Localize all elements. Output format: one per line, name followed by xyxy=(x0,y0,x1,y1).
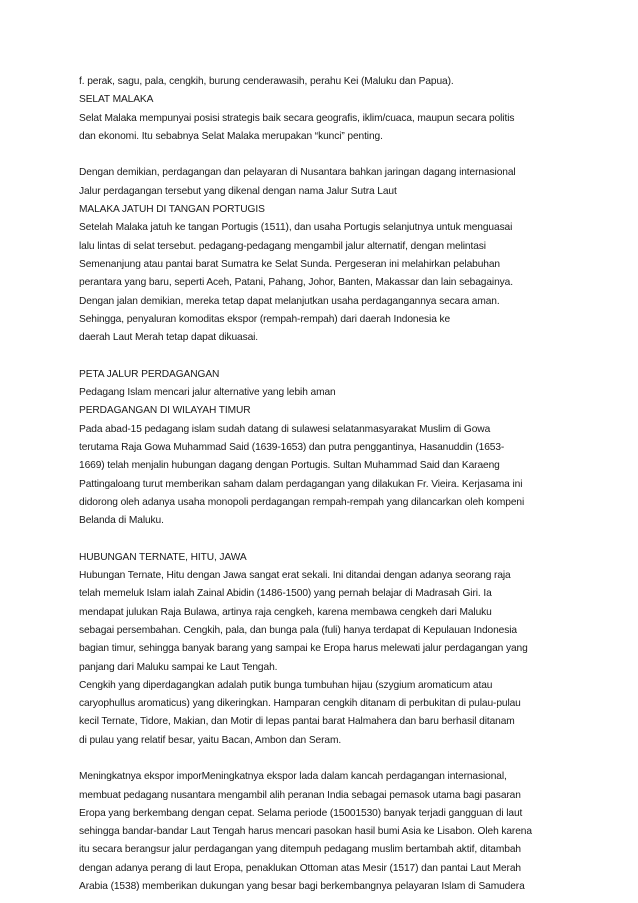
text-line: Pattingaloang turut memberikan saham dalam perdagangan yang dilakukan Fr. Vieira. Kerjasama ini xyxy=(79,478,523,490)
document-body xyxy=(79,73,579,896)
paragraph-gap xyxy=(79,347,579,365)
text-line: bagian timur, sehingga banyak barang yang sampai ke Eropa harus melewati jalur perdagangan yang xyxy=(79,643,528,655)
paragraph-gap xyxy=(79,530,579,548)
text-line: sehingga bandar-bandar Laut Tengah harus mencari pasokan hasil bumi Asia ke Lisabon. Oleh karena xyxy=(79,826,532,838)
text-line: dan ekonomi. Itu sebabnya Selat Malaka merupakan “kunci” penting. xyxy=(79,130,383,142)
text-line: terutama Raja Gowa Muhammad Said (1639-1653) dan putra penggantinya, Hasanuddin (1653- xyxy=(79,441,505,453)
text-line: Sehingga, penyaluran komoditas ekspor (rempah-rempah) dari daerah Indonesia ke xyxy=(79,313,451,325)
text-line: Arabia (1538) memberikan dukungan yang besar bagi berkembangnya pelayaran Islam di Samudera xyxy=(79,881,525,893)
section-ekspor-lada xyxy=(79,768,579,896)
text-line: Cengkih yang diperdagangkan adalah putik bunga tumbuhan hijau (szygium aromaticum atau xyxy=(79,679,493,691)
text-line: HUBUNGAN TERNATE, HITU, JAWA xyxy=(79,551,247,563)
text-line: Dengan jalan demikian, mereka tetap dapat melanjutkan usaha perdagangannya secara aman. xyxy=(79,295,500,307)
text-line: itu secara berangsur jalur perdagangan yang ditempuh pedagang muslim bertambah aktif, ditambah xyxy=(79,844,521,856)
text-line: SELAT MALAKA xyxy=(79,94,154,106)
text-line: perantara yang baru, seperti Aceh, Patani, Pahang, Johor, Banten, Makassar dan lain sebagainya. xyxy=(79,277,513,289)
text-line: Meningkatnya ekspor imporMeningkatnya ekspor lada dalam kancah perdagangan internasional, xyxy=(79,771,507,783)
text-line: daerah Laut Merah tetap dapat dikuasai. xyxy=(79,332,259,344)
text-line: caryophullus aromaticus) yang dikeringkan. Hamparan cengkih ditanam di perbukitan di pulau-pulau xyxy=(79,698,521,710)
text-line: Pedagang Islam mencari jalur alternative yang lebih aman xyxy=(79,387,336,399)
paragraph-gap xyxy=(79,146,579,164)
text-line: di pulau yang relatif besar, yaitu Bacan, Ambon dan Seram. xyxy=(79,734,342,746)
text-line: Selat Malaka mempunyai posisi strategis baik secara geografis, iklim/cuaca, maupun secara politis xyxy=(79,112,515,124)
text-line: Setelah Malaka jatuh ke tangan Portugis (1511), dan usaha Portugis selanjutnya untuk menguasai xyxy=(79,222,513,234)
text-line: Semenanjung atau pantai barat Sumatra ke Selat Sunda. Pergeseran ini melahirkan pelabuhan xyxy=(79,258,500,270)
section-selat-malaka xyxy=(79,91,579,146)
section-ternate-hitu-jawa xyxy=(79,549,579,750)
text-line: membuat pedagang nusantara mengambil alih peranan India sebagai pemasok utama bagi pasaran xyxy=(79,789,521,801)
text-line: dengan adanya perang di laut Eropa, penaklukan Ottoman atas Mesir (1517) dan pantai Laut Merah xyxy=(79,862,521,874)
section-malaka-portugis xyxy=(79,164,579,347)
text-line: f. perak, sagu, pala, cengkih, burung cenderawasih, perahu Kei (Maluku dan Papua). xyxy=(79,76,454,87)
text-line: PERDAGANGAN DI WILAYAH TIMUR xyxy=(79,405,251,417)
text-line: Hubungan Ternate, Hitu dengan Jawa sangat erat sekali. Ini ditandai dengan adanya seorang raja xyxy=(79,570,511,582)
text-line: telah memeluk Islam ialah Zainal Abidin (1486-1500) yang pernah belajar di Madrasah Giri. Ia xyxy=(79,588,492,600)
text-line: kecil Ternate, Tidore, Makian, dan Motir di lepas pantai barat Halmahera dan baru berhasil ditanam xyxy=(79,716,515,728)
text-line: panjang dari Maluku sampai ke Laut Tengah. xyxy=(79,661,278,673)
text-line: Eropa yang berkembang dengan cepat. Selama periode (15001530) banyak terjadi gangguan di laut xyxy=(79,807,523,819)
section-peta-jalur xyxy=(79,366,579,531)
text-line: lalu lintas di selat tersebut. pedagang-pedagang mengambil jalur alternatif, dengan melintasi xyxy=(79,240,486,252)
text-line: MALAKA JATUH DI TANGAN PORTUGIS xyxy=(79,204,265,216)
text-line: Belanda di Maluku. xyxy=(79,515,164,527)
text-line: 1669) telah menjalin hubungan dagang dengan Portugis. Sultan Muhammad Said dan Karaeng xyxy=(79,460,500,472)
text-line: PETA JALUR PERDAGANGAN xyxy=(79,368,220,380)
text-line: Jalur perdagangan tersebut yang dikenal dengan nama Jalur Sutra Laut xyxy=(79,185,397,197)
text-line: sebagai persembahan. Cengkih, pala, dan bunga pala (fuli) hanya terdapat di Kepulauan Indonesia xyxy=(79,624,517,636)
text-line: mendapat julukan Raja Bulawa, artinya raja cengkeh, karena membawa cengkeh dari Maluku xyxy=(79,606,492,618)
section-intro-fruits xyxy=(79,73,579,91)
text-line: Dengan demikian, perdagangan dan pelayaran di Nusantara bahkan jaringan dagang internasional xyxy=(79,167,516,179)
text-line: didorong oleh adanya usaha monopoli perdagangan rempah-rempah yang dilancarkan oleh kompeni xyxy=(79,496,525,508)
text-line: Pada abad-15 pedagang islam sudah datang di sulawesi selatanmasyarakat Muslim di Gowa xyxy=(79,423,491,435)
paragraph-gap xyxy=(79,750,579,768)
